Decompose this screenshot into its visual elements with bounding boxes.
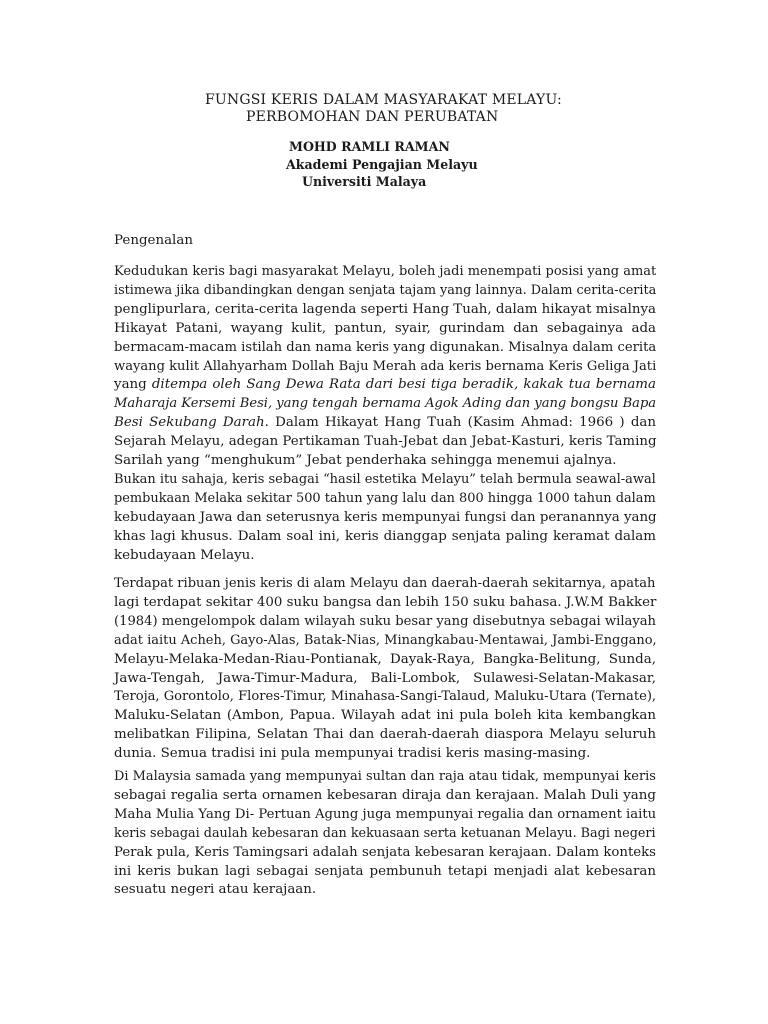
paragraph-2 [114, 471, 656, 566]
document-title-line-2: PERBOMOHAN DAN PERUBATAN [246, 109, 499, 125]
paragraph-line: kebudayaan Melayu. [114, 547, 255, 563]
author-affiliation-academy: Akademi Pengajian Melayu [286, 157, 478, 172]
paragraph-line: Maha Mulia Yang Di- Pertuan Agung juga mempunyai regalia dan ornament iaitu [114, 806, 657, 822]
paragraph-line: wayang kulit Allahyarham Dollah Baju Merah ada keris bernama Keris Geliga Jati [114, 358, 657, 374]
paragraph-line: Sarilah yang “menghukum” Jebat penderhaka sehingga menemui ajalnya. [114, 453, 617, 469]
line-text: . Dalam Hikayat Hang Tuah (Kasim Ahmad: 1966 ) dan [264, 415, 657, 431]
italic-text: Besi Sekubang Darah [114, 415, 265, 431]
paragraph-line [114, 414, 656, 433]
paragraph-line: kebudayaan Jawa dan seterusnya keris mempunyai fungsi dan peranannya yang [114, 509, 657, 525]
paragraph-line: penglipurlara, cerita-cerita lagenda seperti Hang Tuah, dalam hikayat misalnya [114, 301, 656, 317]
paragraph-1 [114, 263, 656, 471]
paragraph-line: (1984) mengelompok dalam wilayah suku besar yang disebutnya sebagai wilayah [114, 613, 656, 629]
paragraph-line: melibatkan Filipina, Selatan Thai dan daerah-daerah diaspora Melayu seluruh [114, 727, 656, 743]
paragraph-line: Maluku-Selatan (Ambon, Papua. Wilayah adat ini pula boleh kita kembangkan [114, 708, 656, 724]
paragraph-line: sebagai regalia serta ornamen kebesaran diraja dan kerajaan. Malah Duli yang [114, 787, 656, 803]
paragraph-line: lagi terdapat sekitar 400 suku bangsa dan lebih 150 suku bahasa. J.W.M Bakker [114, 594, 657, 610]
paragraph-line: istimewa jika dibandingkan dengan senjata tajam yang lainnya. Dalam cerita-cerita [114, 282, 657, 298]
paragraph-4 [114, 768, 656, 900]
section-heading: Pengenalan [114, 233, 193, 248]
italic-text: ditempa oleh Sang Dewa Rata dari besi tiga beradik, kakak tua bernama [151, 377, 656, 393]
paragraph-line: pembukaan Melaka sekitar 500 tahun yang lalu dan 800 hingga 1000 tahun dalam [114, 490, 656, 506]
author-name: MOHD RAMLI RAMAN [289, 139, 450, 154]
paragraph-line: Sejarah Melayu, adegan Pertikaman Tuah-Jebat dan Jebat-Kasturi, keris Taming [114, 434, 657, 450]
paragraph-line: Terdapat ribuan jenis keris di alam Melayu dan daerah-daerah sekitarnya, apatah [114, 576, 656, 591]
paragraph-line: Di Malaysia samada yang mempunyai sultan dan raja atau tidak, mempunyai keris [114, 769, 656, 784]
paragraph-line: ini keris bukan lagi sebagai senjata pembunuh tetapi menjadi alat kebesaran [114, 863, 656, 879]
paragraph-line: Bukan itu sahaja, keris sebagai “hasil estetika Melayu” telah bermula seawal-awal [114, 472, 656, 487]
paragraph-line: adat iaitu Acheh, Gayo-Alas, Batak-Nias, Minangkabau-Mentawai, Jambi-Enggano, [114, 632, 657, 648]
line-text: yang [114, 377, 152, 393]
paragraph-line: Hikayat Patani, wayang kulit, pantun, syair, gurindam dan sebagainya ada [114, 320, 656, 336]
paragraph-3 [114, 575, 656, 764]
paragraph-line: Teroja, Gorontolo, Flores-Timur, Minahasa-Sangi-Talaud, Maluku-Utara (Ternate), [114, 689, 657, 705]
paragraph-line: keris sebagai daulah kebesaran dan kekuasaan serta ketuanan Melayu. Bagi negeri [114, 825, 656, 841]
paragraph-line: dunia. Semua tradisi ini pula mempunyai tradisi keris masing-masing. [114, 746, 591, 762]
paragraph-line: Kedudukan keris bagi masyarakat Melayu, boleh jadi menempati posisi yang amat [114, 264, 657, 279]
italic-text: Maharaja Kersemi Besi, yang tengah bernama Agok Ading dan yang bongsu Bapa [114, 396, 657, 412]
paragraph-line: sesuatu negeri atau kerajaan. [114, 882, 317, 898]
paragraph-line: Perak pula, Keris Tamingsari adalah senjata kebesaran kerajaan. Dalam konteks [114, 844, 656, 860]
author-affiliation-university: Universiti Malaya [302, 174, 427, 189]
paragraph-line: khas lagi khusus. Dalam soal ini, keris dianggap senjata paling keramat dalam [114, 528, 656, 544]
paragraph-line: Melayu-Melaka-Medan-Riau-Pontianak, Dayak-Raya, Bangka-Belitung, Sunda, [114, 651, 656, 667]
paragraph-line: Jawa-Tengah, Jawa-Timur-Madura, Bali-Lombok, Sulawesi-Selatan-Makasar, [114, 670, 656, 686]
paragraph-line: bermacam-macam istilah dan nama keris yang digunakan. Misalnya dalam cerita [114, 339, 657, 355]
paragraph-line [114, 395, 656, 414]
paragraph-line [114, 376, 656, 395]
document-title-line-1: FUNGSI KERIS DALAM MASYARAKAT MELAYU: [205, 92, 562, 108]
